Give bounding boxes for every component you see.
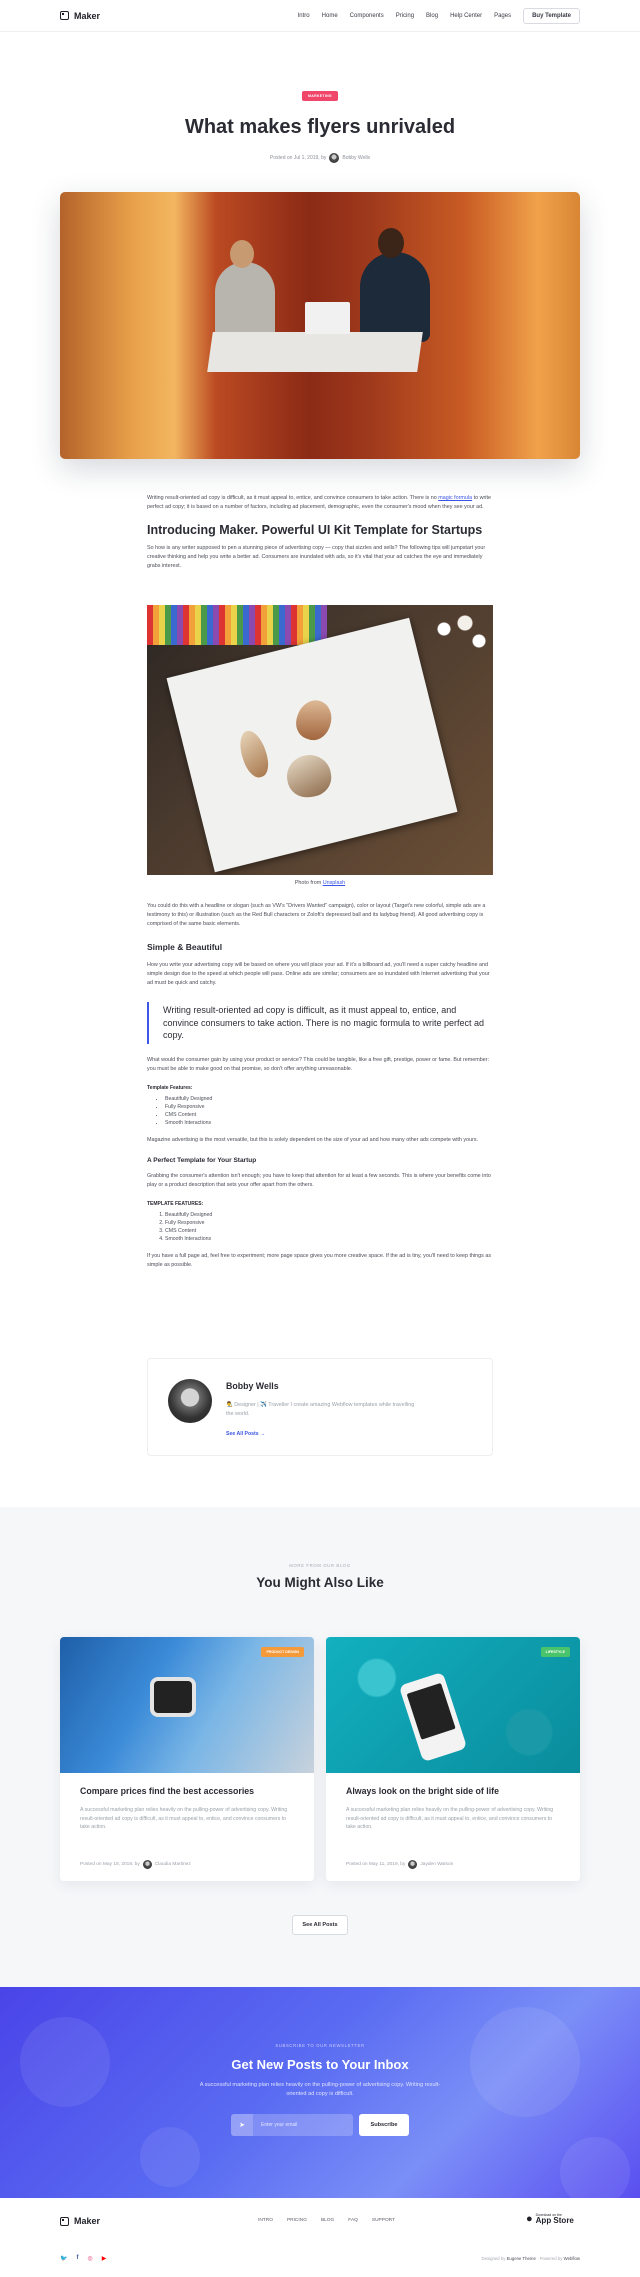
youtube-icon[interactable]: ▶ (101, 2256, 107, 2262)
brand-name: Maker (74, 2216, 101, 2226)
list-item: 2. Fully Responsive (165, 1219, 493, 1227)
nav-item-pages[interactable]: Pages (494, 12, 512, 19)
features-list (147, 1095, 493, 1127)
footer-brand[interactable] (60, 2216, 100, 2226)
photo-caption: Photo from Unsplash (294, 880, 346, 886)
category-badge[interactable]: LIFESTYLE (541, 1647, 570, 1657)
see-all-posts-link[interactable]: See All Posts → (226, 1431, 266, 1437)
author-card (147, 1358, 493, 1456)
subheading-perfect-template: A Perfect Template for Your Startup (147, 1156, 257, 1164)
card-image (326, 1637, 580, 1773)
subscribe-button[interactable]: Subscribe (359, 2114, 409, 2136)
card-title[interactable]: Always look on the bright side of life (346, 1786, 499, 1796)
features-label: TEMPLATE FEATURES: (147, 1200, 204, 1207)
card-meta (346, 1860, 453, 1869)
card-image (60, 1637, 314, 1773)
hero-laptop (305, 302, 350, 334)
author-photo (168, 1379, 212, 1423)
hero-table (207, 332, 423, 372)
article-heading: Introducing Maker. Powerful UI Kit Template for Startups (147, 523, 483, 537)
footer-link-blog[interactable]: BLOG (320, 2218, 335, 2223)
article-paragraph: How you write your advertising copy will be based on where you will place your ad. If it's a billboard ad, you'll need a super catchy headline and simple design due to the speed at which people will pass. Online ads are similar; consumers are so inundated with Internet advertising that your ad must be quick and catchy. (147, 962, 490, 986)
nav-item-help-center[interactable]: Help Center (450, 12, 483, 19)
list-item: 4. Smooth Interactions (165, 1235, 493, 1243)
card-description: A successful marketing plan relies heavily on the pulling-power of advertising copy. Writing result-oriented ad copy is difficult, as it must appeal to, entice, and convince consumers to take action. (80, 1807, 288, 1830)
article-paragraph: You could do this with a headline or slogan (such as VW's "Drivers Wanted" campaign), color or layout (Target's new colorful, simple ads are a testimony to this) or illustration (such as the Red Bull characters or Zoloft's depressed ball and its ladybug friend). All good advertising copy is comprised of the same basic elements. (147, 903, 486, 927)
flowers (423, 605, 493, 665)
author-bio: 👨‍🎨 Designer | ✈️ Traveller I create amazing Webflow templates while travelling the world. (226, 1402, 415, 1417)
author-name[interactable]: Bobby Wells (226, 1381, 279, 1391)
article-paragraph: So how is any writer supposed to pen a stunning piece of advertising copy — copy that sizzles and sells? The following tips will jumpstart your creative thinking and help you write a better ad. Consumers are inundated with ads, so it's vital that your ad catches the eye and immediately grabs interest. (147, 545, 486, 569)
related-eyebrow: MORE FROM OUR BLOG (289, 1563, 351, 1568)
facebook-icon[interactable]: f (76, 2255, 79, 2261)
nav-item-blog[interactable]: Blog (426, 12, 439, 19)
related-title: You Might Also Like (256, 1575, 384, 1590)
unsplash-link[interactable]: Unsplash (322, 880, 346, 886)
author-avatar (408, 1860, 417, 1869)
shells-photo (147, 605, 493, 875)
nav-item-pricing[interactable]: Pricing (395, 12, 415, 19)
hero-person-left (215, 262, 275, 342)
buy-template-button[interactable]: Buy Template (523, 8, 580, 24)
newsletter-form (231, 2114, 409, 2136)
article-paragraph: If you have a full page ad, feel free to experiment; more page space gives you more creative space. If the ad is tiny, you'll need to keep things as simple as possible. (147, 1252, 492, 1268)
smartphone (399, 1672, 467, 1762)
top-nav (0, 0, 640, 32)
newsletter-section (0, 1987, 640, 2198)
hero-person-right (360, 252, 430, 342)
designer-link[interactable]: Eugene Theme (506, 2256, 536, 2261)
see-all-posts-button[interactable]: See All Posts (292, 1915, 348, 1935)
list-item: • CMS Content (165, 1111, 493, 1119)
smartwatch (150, 1677, 196, 1717)
blockquote: Writing result-oriented ad copy is difficult, as it must appeal to, entice, and convince consumers to take action. There is no magic formula to write perfect ad copy. (147, 1002, 493, 1044)
footer-credit: Designed by Eugene Theme · Powered by Webflow (481, 2256, 580, 2261)
nav-item-home[interactable]: Home (321, 12, 338, 19)
brand-name: Maker (74, 10, 101, 21)
logo-icon (60, 2217, 69, 2226)
email-field[interactable] (231, 2114, 353, 2136)
card-meta (80, 1860, 191, 1869)
card-title[interactable]: Compare prices find the best accessories (80, 1786, 255, 1796)
appstore-small-text: Download on the (535, 2213, 562, 2217)
article-paragraph: What would the consumer gain by using your product or service? This could be tangible, like a free gift, prestige, power or fame. But remember: you must be able to make good on that promise, so don't offer anything unreasonable. (147, 1056, 490, 1072)
app-store-badge[interactable] (526, 2210, 580, 2228)
article-paragraph: Writing result-oriented ad copy is difficult, as it must appeal to, entice, and convince consumers to take action. There is no magic formula to write perfect ad copy; it is based on a number of factors, including ad placement, demographic, even the consumer's mood when they see your ad. (147, 495, 491, 510)
logo-icon (60, 11, 69, 20)
email-placeholder: Enter your email (261, 2122, 298, 2128)
card-author[interactable]: Claudia Martinez (154, 1862, 191, 1867)
newsletter-title: Get New Posts to Your Inbox (231, 2057, 409, 2072)
send-icon: ➤ (231, 2114, 253, 2136)
card-description: A successful marketing plan relies heavily on the pulling-power of advertising copy. Writing result-oriented ad copy is difficult, as it must appeal to, entice, and convince consumers to take action. (346, 1807, 554, 1830)
list-item: • Smooth Interactions (165, 1119, 493, 1127)
magic-formula-link[interactable]: magic formula (438, 495, 473, 501)
footer-link-intro[interactable]: INTRO (258, 2218, 273, 2223)
card-author[interactable]: Jayden Watson (420, 1862, 454, 1867)
category-badge[interactable]: PRODUCT DESIGN (261, 1647, 304, 1657)
post-title: What makes flyers unrivaled (184, 116, 456, 138)
instagram-icon[interactable]: ◎ (87, 2256, 93, 2262)
author-avatar (329, 153, 339, 163)
decor-circle (560, 2137, 630, 2198)
newsletter-description: A successful marketing plan relies heavily on the pulling-power of advertising copy. Writing result-oriented ad copy is difficult. (199, 2082, 441, 2097)
platform-link[interactable]: Webflow (563, 2256, 580, 2261)
footer-nav (258, 2218, 395, 2223)
post-card[interactable] (60, 1637, 314, 1881)
list-item: • Beautifully Designed (165, 1095, 493, 1103)
nav-item-intro[interactable]: Intro (297, 12, 310, 19)
features-ordered-list (147, 1211, 493, 1243)
posted-date: Posted on Jul 1, 2019, by (269, 155, 327, 161)
post-card[interactable] (326, 1637, 580, 1881)
social-links (60, 2255, 106, 2262)
hero-head-right (378, 228, 404, 258)
article-body (147, 494, 493, 571)
footer (0, 2198, 640, 2277)
features-label: Template Features: (147, 1084, 193, 1091)
article-paragraph: Grabbing the consumer's attention isn't enough; you have to keep that attention for at least a few seconds. This is where your benefits come into play or a product description that sets your offer apart from the others. (147, 1172, 491, 1188)
twitter-icon[interactable]: 🐦 (60, 2256, 68, 2262)
nav-item-components[interactable]: Components (349, 12, 384, 19)
decor-circle (140, 2127, 200, 2187)
footer-link-faq[interactable]: FAQ (348, 2218, 358, 2223)
post-meta (0, 153, 640, 163)
subheading-simple-beautiful: Simple & Beautiful (147, 942, 223, 952)
card-date: Posted on May 11, 2019, by (346, 1862, 406, 1867)
post-header (0, 32, 640, 163)
author-avatar (143, 1860, 152, 1869)
article-paragraph: Magazine advertising is the most versatile, but this is solely dependent on the size of your ad and how many other ads compete with yours. (147, 1136, 479, 1143)
hero-image (60, 192, 580, 459)
nav-menu (286, 8, 580, 24)
card-date: Posted on May 18, 2019, by (80, 1862, 140, 1867)
appstore-big-text: App Store (535, 2216, 574, 2225)
hero-head-left (230, 240, 254, 268)
post-author[interactable]: Bobby Wells (342, 155, 371, 161)
footer-link-pricing[interactable]: PRICING (286, 2218, 307, 2223)
brand-logo[interactable] (60, 11, 100, 21)
paper-sheet (167, 618, 458, 873)
newsletter-eyebrow: SUBSCRIBE TO OUR NEWSLETTER (275, 2043, 365, 2048)
article-body-continued (147, 902, 493, 1270)
apple-icon: ● (526, 2213, 533, 2225)
pencils (147, 605, 327, 645)
list-item: 1. Beautifully Designed (165, 1211, 493, 1219)
footer-link-support[interactable]: SUPPORT (371, 2218, 395, 2223)
category-tag[interactable]: MARKETING (302, 91, 338, 101)
list-item: 3. CMS Content (165, 1227, 493, 1235)
list-item: • Fully Responsive (165, 1103, 493, 1111)
